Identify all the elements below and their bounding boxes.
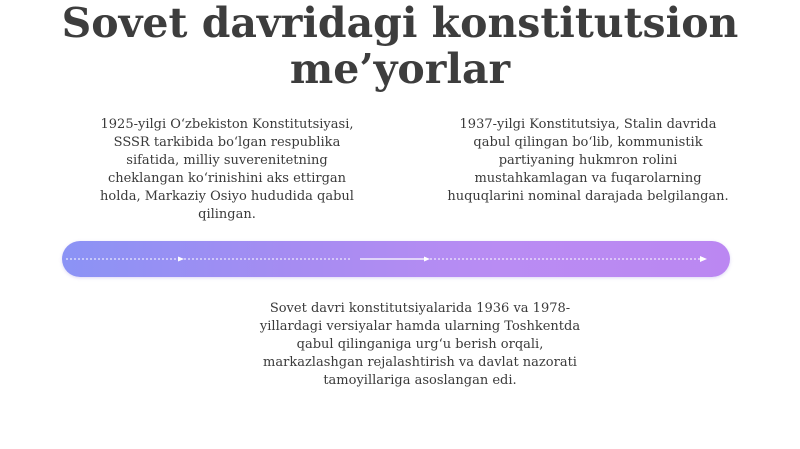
- arrow-head-icon: [700, 256, 707, 262]
- text-line: 1925-yilgi O‘zbekiston Konstitutsiyasi,: [100, 117, 354, 132]
- text-line: 1937-yilgi Konstitutsiya, Stalin davrida: [459, 117, 717, 132]
- text-line: yillardagi versiyalar hamda ularning Toshkentda: [259, 319, 581, 334]
- text-line: sifatida, milliy suverenitetning: [126, 153, 328, 168]
- title-line-1: Sovet davridagi konstitutsion: [61, 0, 739, 47]
- slide-title: [0, 0, 800, 92]
- text-line: huquqlarini nominal darajada belgilangan.: [447, 189, 729, 204]
- text-line: partiyaning hukmron rolini: [498, 153, 678, 168]
- text-line: cheklangan ko‘rinishini aks ettirgan: [107, 171, 347, 186]
- constitution-1937-text: [420, 116, 756, 206]
- text-line: tamoyillariga asoslangan edi.: [323, 373, 517, 388]
- text-line: mustahkamlagan va fuqarolarning: [474, 171, 702, 186]
- constitution-1925-text: [82, 116, 372, 224]
- text-line: qabul qilingan bo‘lib, kommunistik: [473, 135, 703, 150]
- text-line: markazlashgan rejalashtirish va davlat nazorati: [263, 355, 577, 370]
- text-line: qabul qilinganiga urg‘u berish orqali,: [296, 337, 544, 352]
- timeline-arrows: [62, 241, 730, 277]
- arrow-head-icon: [424, 257, 430, 262]
- text-line: Sovet davri konstitutsiyalarida 1936 va 1978-: [269, 301, 571, 316]
- arrow-head-icon: [178, 257, 184, 262]
- text-line: holda, Markaziy Osiyo hududida qabul: [100, 189, 354, 204]
- text-line: qilingan.: [198, 207, 256, 222]
- timeline-bar: [62, 241, 730, 277]
- title-line-2: me’yorlar: [289, 45, 511, 93]
- soviet-constitutions-summary: [220, 300, 620, 390]
- text-line: SSSR tarkibida bo‘lgan respublika: [113, 135, 341, 150]
